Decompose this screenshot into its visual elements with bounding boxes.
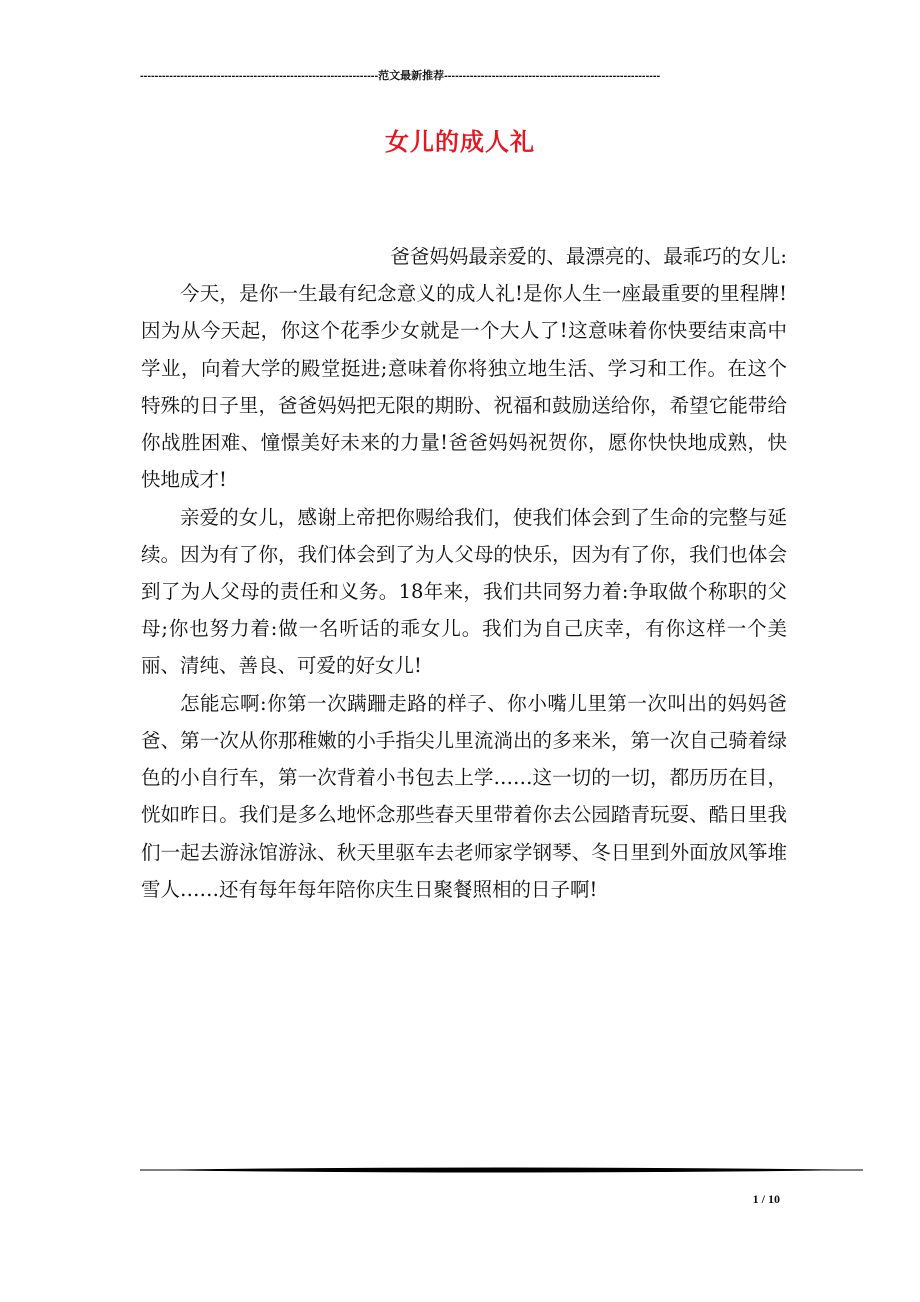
greeting-line: 爸爸妈妈最亲爱的、最漂亮的、最乖巧的女儿: [390,245,787,268]
paragraph-2: 亲爱的女儿，感谢上帝把你赐给我们，使我们体会到了生命的完整与延续。因为有了你，我们体会到了为人父母的快乐，因为有了你，我们也体会到了为人父母的责任和义务。18年来，我们共同努力着:争取做个称职的父母;你也努力着:做一名听话的乖女儿。我们为自己庆幸，有你这样一个美丽、清纯、善良、可爱的好女儿! [141,505,787,678]
paragraph-1: 今天，是你一生最有纪念意义的成人礼!是你人生一座最重要的里程牌!因为从今天起，你这个花季少女就是一个大人了!这意味着你快要结束高中学业，向着大学的殿堂挺进;意味着你将独立地生活、学习和工作。在这个特殊的日子里，爸爸妈妈把无限的期盼、祝福和鼓励送给你，希望它能带给你战胜困难、憧憬美好未来的力量!爸爸妈妈祝贺你，愿你快快地成熟，快快地成才! [141,282,787,492]
footer-divider [140,1166,863,1174]
paragraph-3: 怎能忘啊:你第一次蹒跚走路的样子、你小嘴儿里第一次叫出的妈妈爸爸、第一次从你那稚嫩的小手指尖儿里流淌出的多来米，第一次自己骑着绿色的小自行车，第一次背着小书包去上学……这一切的一切，都历历在目，恍如昨日。我们是多么地怀念那些春天里带着你去公园踏青玩耍、酷日里我们一起去游泳馆游泳、秋天里驱车去老师家学钢琴、冬日里到外面放风筝堆雪人……还有每年每年陪你庆生日聚餐照相的日子啊! [141,691,787,901]
page-number: 1 / 10 [752,1192,780,1206]
document-title: 女儿的成人礼 [385,127,535,156]
header-banner: -----------------------------------------------------------------范文最新推荐----------------------------------------------------------- [140,70,661,82]
document-body [141,238,787,908]
